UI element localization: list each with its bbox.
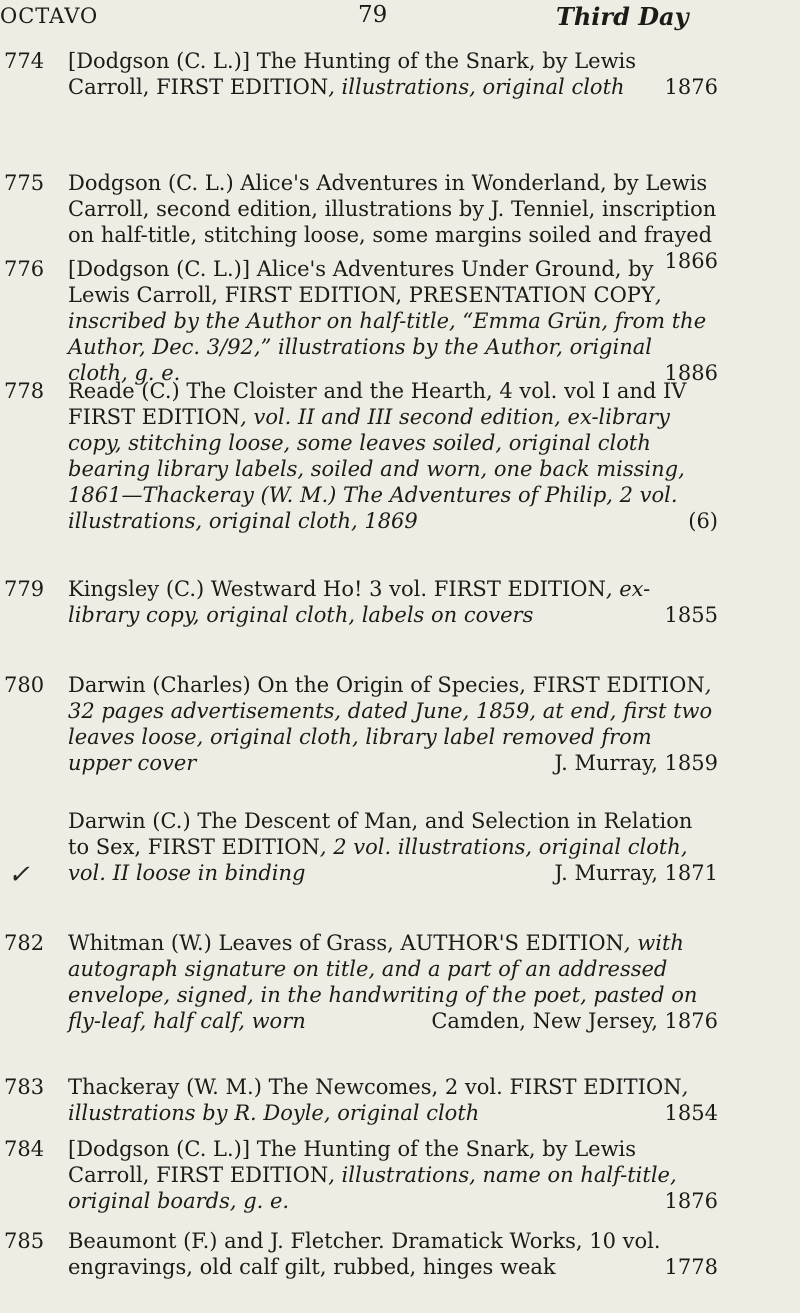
lot-details: , inscribed by the Author on half-title, “Emma Grün, from the Author, Dec. 3/92,” illustrations by the Author, original cloth, g. e. xyxy=(68,283,707,385)
lot-description xyxy=(68,378,718,534)
header-format: OCTAVO xyxy=(0,4,99,28)
lot-description xyxy=(68,1228,718,1280)
lot-imprint: 1866 xyxy=(664,249,718,273)
page-number: 79 xyxy=(358,2,388,28)
lot-title: Reade (C.) The Cloister and the Hearth, 4 vol. vol I and IV xyxy=(68,379,687,403)
lot-edition: FIRST EDITION xyxy=(147,835,320,859)
lot-edition: FIRST EDITION xyxy=(156,1163,329,1187)
lot-number: 780 xyxy=(4,673,45,697)
lot-description xyxy=(68,930,718,1034)
lot-edition: FIRST EDITION xyxy=(156,75,329,99)
lot-details: , illustrations, original cloth xyxy=(328,75,625,99)
lot-imprint: 1854 xyxy=(664,1101,718,1125)
lot-description xyxy=(68,256,718,386)
lot-details: , vol. II and III second edition, ex-library copy, stitching loose, some leaves soiled, original cloth bearing library labels, soiled and worn, one back missing, 1861—Thackeray (W. M.) The Adventures of Philip, 2 vol. illustrations, original cloth, 1869 xyxy=(68,405,685,533)
lot-number: 783 xyxy=(4,1075,45,1099)
lot-details: , 2 vol. illustrations, original cloth, vol. II loose in binding xyxy=(68,835,688,885)
page-header xyxy=(0,0,800,40)
lot-imprint: J. Murray, 1871 xyxy=(554,861,718,885)
lot-description xyxy=(68,672,718,776)
lot-number: 776 xyxy=(4,257,45,281)
lot-details: , 32 pages advertisements, dated June, 1859, at end, first two leaves loose, original cloth, library label removed from upper cover xyxy=(68,673,713,775)
lot-edition: AUTHOR'S EDITION xyxy=(400,931,624,955)
lot-imprint: 1876 xyxy=(664,75,718,99)
lot-number: 779 xyxy=(4,577,45,601)
lot-title: Whitman (W.) Leaves of Grass, xyxy=(68,931,401,955)
lot-title: [Dodgson (C. L.)] The Hunting of the Snark, by Lewis Carroll, xyxy=(68,1137,637,1187)
lot-number: 774 xyxy=(4,49,45,73)
handwritten-check-mark: ✓ xyxy=(8,860,30,890)
lot-edition: FIRST EDITION xyxy=(433,577,606,601)
header-day: Third Day xyxy=(556,2,689,31)
lot-title: Beaumont (F.) and J. Fletcher. Dramatick Works, 10 vol. engravings, old calf gilt, rubbed, hinges weak xyxy=(68,1229,661,1279)
lot-title: Dodgson (C. L.) Alice's Adventures in Wonderland, by Lewis Carroll, second edition, illustrations by J. Tenniel, inscription on half-title, stitching loose, some margins soiled and frayed xyxy=(68,171,717,247)
lot-imprint: (6) xyxy=(688,509,718,533)
lot-number: 784 xyxy=(4,1137,45,1161)
lot-description xyxy=(68,48,718,100)
lot-description xyxy=(68,576,718,628)
lot-title: [Dodgson (C. L.)] The Hunting of the Snark, by Lewis Carroll, xyxy=(68,49,637,99)
lot-number: 778 xyxy=(4,379,45,403)
lot-imprint: 1855 xyxy=(664,603,718,627)
lot-title: [Dodgson (C. L.)] Alice's Adventures Under Ground, by Lewis Carroll, xyxy=(68,257,654,307)
lot-title: Thackeray (W. M.) The Newcomes, 2 vol. xyxy=(68,1075,510,1099)
lot-imprint: Camden, New Jersey, 1876 xyxy=(431,1009,718,1033)
lot-title: Darwin (C.) The Descent of Man, and Selection in Relation to Sex, xyxy=(68,809,693,859)
lot-title: Kingsley (C.) Westward Ho! 3 vol. xyxy=(68,577,434,601)
lot-edition: FIRST EDITION, PRESENTATION COPY xyxy=(224,283,655,307)
lot-edition: FIRST EDITION xyxy=(68,405,241,429)
lot-imprint: J. Murray, 1859 xyxy=(554,751,718,775)
lot-imprint: 1876 xyxy=(664,1189,718,1213)
lot-title: Darwin (Charles) On the Origin of Species, xyxy=(68,673,533,697)
lot-number: 775 xyxy=(4,171,45,195)
lot-details: , illustrations, name on half-title, original boards, g. e. xyxy=(68,1163,677,1213)
lot-details: , ex-library copy, original cloth, labels on covers xyxy=(68,577,651,627)
lot-number: 785 xyxy=(4,1229,45,1253)
lot-details: , with autograph signature on title, and a part of an addressed envelope, signed, in the handwriting of the poet, pasted on fly-leaf, half calf, worn xyxy=(68,931,698,1033)
lot-description xyxy=(68,1136,718,1214)
lot-description xyxy=(68,1074,718,1126)
lot-number: 782 xyxy=(4,931,45,955)
lot-description xyxy=(68,808,718,886)
lot-edition: FIRST EDITION xyxy=(509,1075,682,1099)
lot-edition: FIRST EDITION xyxy=(532,673,705,697)
lot-imprint: 1778 xyxy=(664,1255,718,1279)
lot-details: , illustrations by R. Doyle, original cloth xyxy=(68,1075,689,1125)
lot-imprint: 1886 xyxy=(664,361,718,385)
